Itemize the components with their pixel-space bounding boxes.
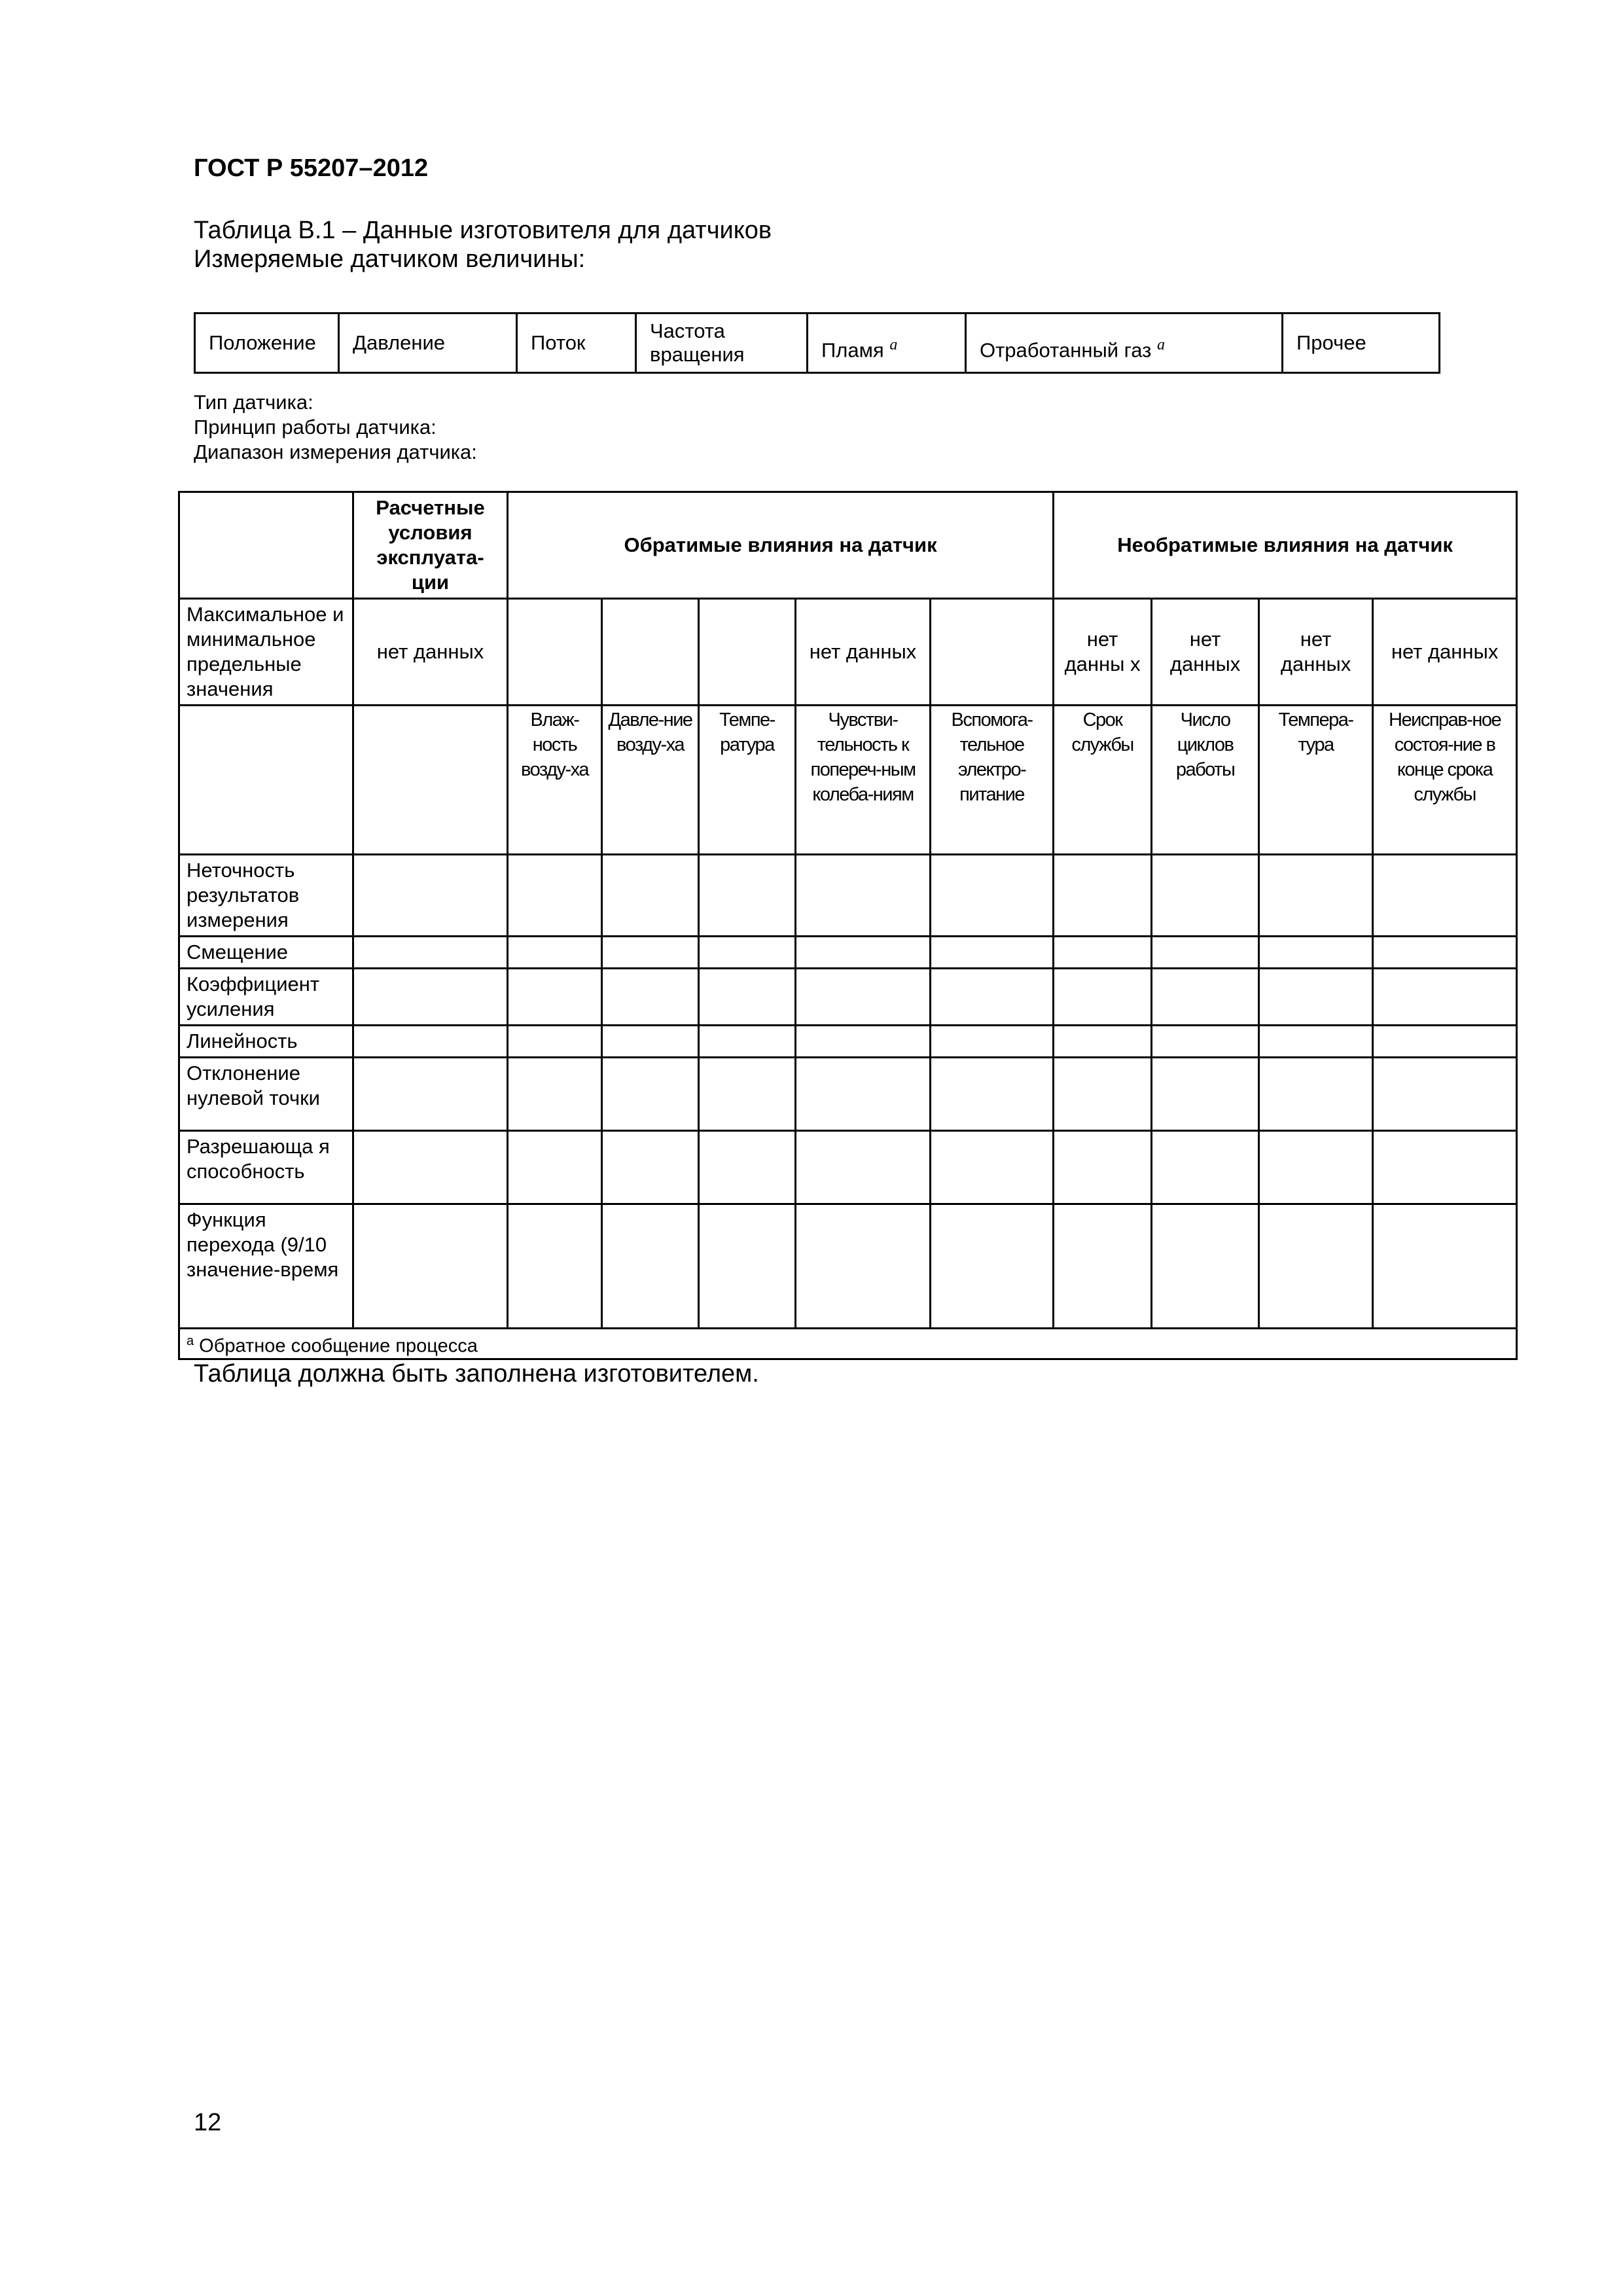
page-number: 12 [194, 2109, 222, 2136]
subheader-temperature: Темпе-ратура [699, 706, 796, 855]
subheader-temperature-irreversible: Темпера-тура [1259, 706, 1373, 855]
row-label: Неточность результатов измерения [179, 855, 353, 937]
table-row [179, 1204, 1517, 1329]
subheader-service-life: Срок службы [1054, 706, 1152, 855]
quantity-cell: Частота вращения [636, 314, 808, 373]
subheader-air-pressure: Давле-ние возду-ха [602, 706, 699, 855]
subheader-row [179, 706, 1517, 855]
table-subtitle: Измеряемые датчиком величины: [194, 245, 586, 273]
footnote-marker: a [889, 336, 898, 353]
empty-cell [179, 706, 353, 855]
no-data-cell: нет данных [1152, 599, 1259, 706]
quantity-cell: Пламя $^a$ [808, 314, 966, 373]
quantity-cell: Давление [339, 314, 517, 373]
empty-cell [179, 492, 353, 599]
quantity-cell: Отработанный газ $^a$ [966, 314, 1283, 373]
col-irreversible-effects: Необратимые влияния на датчик [1054, 492, 1517, 599]
quantity-cell: Прочее [1283, 314, 1440, 373]
col-rated-conditions: Расчетные условия эксплуата-ции [353, 492, 508, 599]
empty-cell [508, 599, 602, 706]
no-data-cell: нет данных [353, 599, 508, 706]
no-data-cell: нет данных [1373, 599, 1517, 706]
no-data-cell: нет данных [796, 599, 931, 706]
table-caption [194, 216, 772, 274]
quantity-cell: Поток [517, 314, 636, 373]
row-label: Разрешающа я способность [179, 1131, 353, 1204]
footnote-text: Обратное сообщение процесса [194, 1335, 478, 1357]
subheader-fault-end-of-life: Неисправ-ное состоя-ние в конце срока службы [1373, 706, 1517, 855]
document-header: ГОСТ Р 55207–2012 [194, 154, 429, 182]
table-row [179, 937, 1517, 969]
col-reversible-effects: Обратимые влияния на датчик [508, 492, 1054, 599]
table-row [179, 855, 1517, 937]
row-label: Функция перехода (9/10 значение-время [179, 1204, 353, 1329]
empty-cell [699, 599, 796, 706]
no-data-cell: нет данны х [1054, 599, 1152, 706]
sensor-principle-label: Принцип работы датчика: [194, 416, 437, 439]
sensor-range-label: Диапазон измерения датчика: [194, 440, 477, 463]
empty-cell [602, 599, 699, 706]
subheader-cycles: Число циклов работы [1152, 706, 1259, 855]
empty-cell [931, 599, 1054, 706]
sensor-type-label: Тип датчика: [194, 391, 313, 414]
empty-cell [353, 706, 508, 855]
no-data-cell: нет данных [1259, 599, 1373, 706]
footnote-marker: a [187, 1334, 194, 1348]
row-label: Коэффициент усиления [179, 969, 353, 1026]
table-row [179, 969, 1517, 1026]
row-label: Линейность [179, 1026, 353, 1058]
subheader-sensitivity: Чувстви-тельность к попереч-ным колеба-ниям [796, 706, 931, 855]
table-row [179, 1131, 1517, 1204]
subheader-humidity: Влаж-ность возду-ха [508, 706, 602, 855]
quantities-row [195, 314, 1440, 373]
limits-row [179, 599, 1517, 706]
row-label: Отклонение нулевой точки [179, 1058, 353, 1131]
table-title: Таблица В.1 – Данные изготовителя для датчиков [194, 217, 772, 244]
manufacturer-data-table [178, 491, 1518, 1360]
quantity-cell: Положение [195, 314, 339, 373]
table-row [179, 1058, 1517, 1131]
row-label: Максимальное и минимальное предельные значения [179, 599, 353, 706]
table-footnote [179, 1329, 1517, 1359]
header-row [179, 492, 1517, 599]
footnote-row [179, 1329, 1517, 1359]
sensor-info [194, 390, 477, 465]
measured-quantities-table [194, 312, 1440, 374]
subheader-aux-power: Вспомога-тельное электро-питание [931, 706, 1054, 855]
table-row [179, 1026, 1517, 1058]
closing-note: Таблица должна быть заполнена изготовителем. [194, 1360, 759, 1388]
footnote-marker: a [1157, 336, 1165, 353]
row-label: Смещение [179, 937, 353, 969]
